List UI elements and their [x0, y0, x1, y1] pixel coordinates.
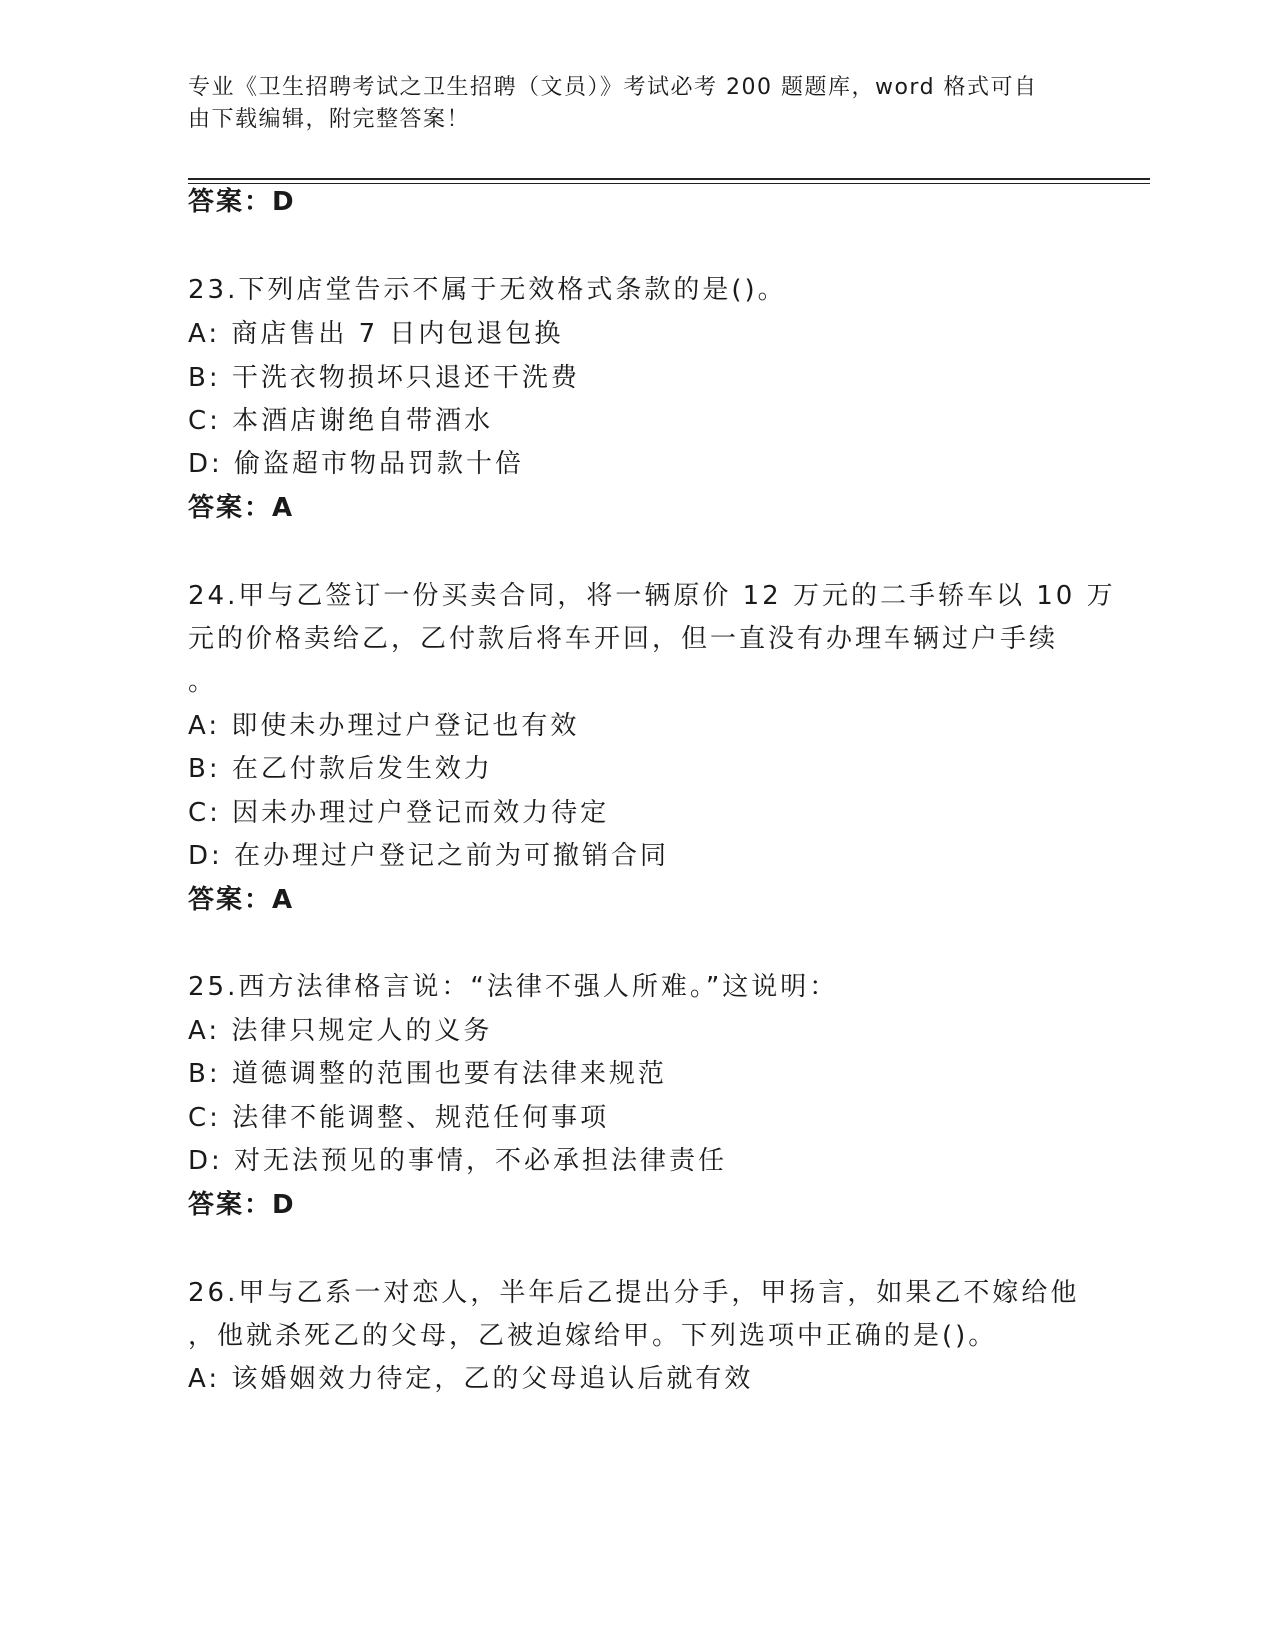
question-stem: 26.甲与乙系一对恋人，半年后乙提出分手，甲扬言，如果乙不嫁给他 — [188, 1278, 1080, 1308]
option-d: D: 偷盗超市物品罚款十倍 — [188, 449, 525, 479]
option-c: C: 本酒店谢绝自带酒水 — [188, 406, 494, 436]
answer: 答案：A — [188, 885, 295, 915]
option-b: B: 道德调整的范围也要有法律来规范 — [188, 1059, 667, 1089]
option-c: C: 因未办理过户登记而效力待定 — [188, 798, 610, 828]
question-stem: 元的价格卖给乙，乙付款后将车开回，但一直没有办理车辆过户手续 — [188, 624, 1059, 654]
document-header — [188, 72, 1068, 136]
header-line-1: 专业《卫生招聘考试之卫生招聘（文员）》考试必考 200 题题库，word 格式可自 — [188, 75, 1038, 100]
question-stem: 24.甲与乙签订一份买卖合同，将一辆原价 12 万元的二手轿车以 10 万 — [188, 581, 1116, 611]
header-rule-thin — [188, 183, 1150, 184]
option-b: B: 干洗衣物损坏只退还干洗费 — [188, 363, 580, 393]
option-a: A: 该婚姻效力待定，乙的父母追认后就有效 — [188, 1364, 754, 1394]
question-stem: 25.西方法律格言说：“法律不强人所难。”这说明： — [188, 972, 839, 1002]
option-a: A: 法律只规定人的义务 — [188, 1016, 493, 1046]
question-stem: 。 — [188, 667, 218, 697]
header-line-2: 由下载编辑，附完整答案！ — [188, 107, 471, 132]
question-stem: 23.下列店堂告示不属于无效格式条款的是()。 — [188, 275, 787, 305]
option-d: D: 对无法预见的事情，不必承担法律责任 — [188, 1146, 728, 1176]
answer: 答案：D — [188, 1190, 296, 1220]
option-b: B: 在乙付款后发生效力 — [188, 754, 493, 784]
answer: 答案：A — [188, 493, 295, 523]
option-c: C: 法律不能调整、规范任何事项 — [188, 1103, 610, 1133]
option-d: D: 在办理过户登记之前为可撤销合同 — [188, 841, 670, 871]
previous-answer: 答案：D — [188, 187, 296, 217]
header-rule — [188, 178, 1150, 180]
option-a: A: 商店售出 7 日内包退包换 — [188, 319, 564, 349]
question-stem: ，他就杀死乙的父母，乙被迫嫁给甲。下列选项中正确的是()。 — [188, 1321, 998, 1351]
option-a: A: 即使未办理过户登记也有效 — [188, 711, 580, 741]
